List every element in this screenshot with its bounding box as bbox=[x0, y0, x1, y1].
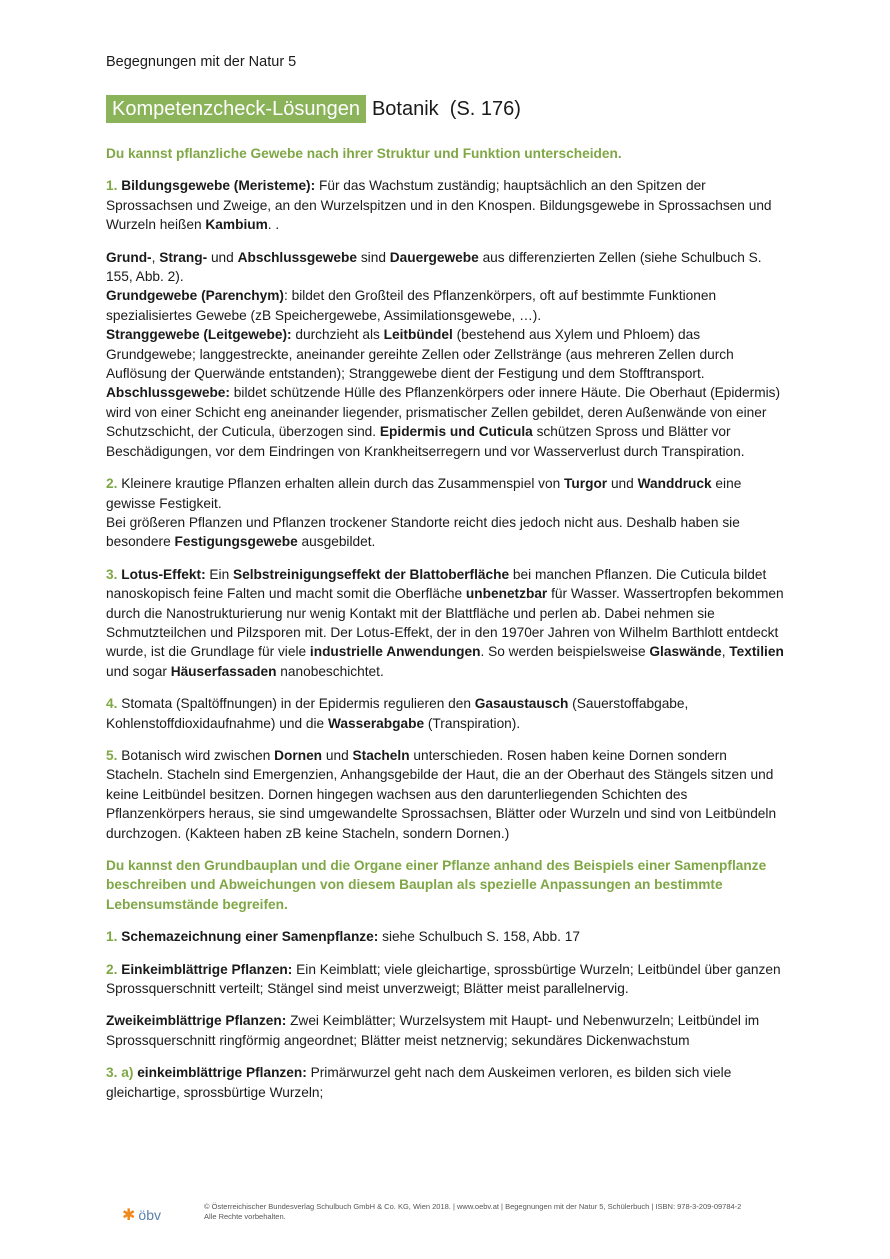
publisher-logo bbox=[122, 1205, 161, 1225]
answer-1-dauergewebe: Grund-, Strang- und Abschlussgewebe sind Dauergewebe aus differenzierten Zellen (siehe Schulbuch S. 155, Abb. 2). Grundgewebe (Parenchym): bildet den Großteil des Pflanzenkörpers, oft auf bestimmte Funktionen spezialisiertes Gewebe (zB Speichergewebe, Assimilationsgewebe, …). Stranggewebe (Leitgewebe): durchzieht als Leitbündel (bestehend aus Xylem und Phloem) das Grundgewebe; langgestreckte, aneinander gereihte Zellen oder Zellstränge (aus mehreren Zellen durch Auflösung der Querwände entstanden); Stranggewebe dient der Festigung und dem Stofftransport. Abschlussgewebe: bildet schützende Hülle des Pflanzenkörpers oder innere Häute. Die Oberhaut (Epidermis) wird von einer Schicht eng aneinander liegender, prismatischer Zellen gebildet, deren Außenwände von einer Schutzschicht, der Cuticula, überzogen sind. Epidermis und Cuticula schützen Spross und Blätter vor Beschädigungen, vor dem Eindringen von Krankheitserregern und vor Wasserverlust durch Transpiration. bbox=[106, 249, 781, 459]
answer-2-1-schemazeichnung: 1. Schemazeichnung einer Samenpflanze: siehe Schulbuch S. 158, Abb. 17 bbox=[106, 929, 580, 945]
answer-5-dornen-stacheln: 5. Botanisch wird zwischen Dornen und Stacheln unterschieden. Rosen haben keine Dornen sondern Stacheln. Stacheln sind Emergenzien, Anhangsgebilde der Haut, die an der Oberhaut des Stängels sitzen und keine Leitbündel besitzen. Dornen hingegen wachsen aus den darunterliegenden Schichten des Pflanzenkörpers heraus, sie sind umgewandelte Sprossachsen, Blätter oder Wurzeln und sind von Leitbündeln durchzogen. (Kakteen haben zB keine Stacheln, sondern Dornen.) bbox=[106, 747, 777, 841]
page-footer bbox=[122, 1202, 782, 1232]
publisher-logo-icon: ✱ bbox=[122, 1207, 136, 1224]
answer-2-festigkeit: 2. Kleinere krautige Pflanzen erhalten allein durch das Zusammenspiel von Turgor und Wanddruck eine gewisse Festigkeit. Bei größeren Pflanzen und Pflanzen trockener Standorte reicht dies jedoch nicht aus. Deshalb haben sie besondere Festigungsgewebe ausgebildet. bbox=[106, 476, 742, 550]
title-badge: Kompetenzcheck-Lösungen bbox=[106, 95, 366, 123]
main-content bbox=[106, 144, 786, 1115]
answer-2-2-zweikeimblaettrige: Zweikeimblättrige Pflanzen: Zwei Keimblätter; Wurzelsystem mit Haupt- und Nebenwurzeln; Leitbündel im Sprossquerschnitt ringförmig angeordnet; Blätter meist netznervig; sekundäres Dickenwachstum bbox=[106, 1013, 760, 1048]
answer-1-bildungsgewebe: 1. Bildungsgewebe (Meristeme): Für das Wachstum zuständig; hauptsächlich an den Spitzen der Sprossachsen und Zweige, an den Wurzelspitzen und in den Knospen. Bildungsgewebe in Sprossachsen und Wurzeln heißen Kambium. . bbox=[106, 178, 772, 233]
answer-2-2-einkeimblaettrige: 2. Einkeimblättrige Pflanzen: Ein Keimblatt; viele gleichartige, sprossbürtige Wurzeln; Leitbündel über ganzen Sprossquerschnitt verteilt; Stängel sind meist unverzweigt; Blätter meist parallelnervig. bbox=[106, 961, 781, 997]
copyright-notice: © Österreichischer Bundesverlag Schulbuch GmbH & Co. KG, Wien 2018. | www.oebv.at | Begegnungen mit der Natur 5, Schülerbuch | ISBN: 978-3-209-09784-2 Alle Rechte vorbehalten. bbox=[204, 1202, 742, 1221]
publisher-logo-text: öbv bbox=[138, 1207, 161, 1223]
page-title bbox=[106, 95, 521, 123]
answer-4-stomata: 4. Stomata (Spaltöffnungen) in der Epidermis regulieren den Gasaustausch (Sauerstoffabgabe, Kohlenstoffdioxidaufnahme) und die Wasserabgabe (Transpiration). bbox=[106, 696, 689, 731]
title-subject: Botanik (S. 176) bbox=[371, 97, 521, 120]
running-title: Begegnungen mit der Natur 5 bbox=[106, 54, 297, 70]
answer-3-lotus-effekt: 3. Lotus-Effekt: Ein Selbstreinigungseffekt der Blattoberfläche bei manchen Pflanzen. Die Cuticula bildet nanoskopisch feine Falten und macht somit die Oberfläche unbenetzbar für Wasser. Wassertropfen bekommen durch die Nanostrukturierung nur wenig Kontakt mit der Blattfläche und perlen ab. Dabei nehmen sie Schmutzteilchen und Pilzsporen mit. Der Lotus-Effekt, der in den 1970er Jahren von Wilhelm Barthlott entdeckt wurde, ist die Grundlage für viele industrielle Anwendungen. So werden beispielsweise Glaswände, Textilien und sogar Häuserfassaden nanobeschichtet. bbox=[106, 566, 784, 679]
answer-2-3a-einkeimblaettrige: 3. a) einkeimblättrige Pflanzen: Primärwurzel geht nach dem Auskeimen verloren, es bilden sich viele gleichartige, sprossbürtige Wurzeln; bbox=[106, 1065, 732, 1100]
section-heading-1: Du kannst pflanzliche Gewebe nach ihrer Struktur und Funktion unterscheiden. bbox=[106, 146, 622, 161]
section-heading-2: Du kannst den Grundbauplan und die Organe einer Pflanze anhand des Beispiels einer Samenpflanze beschreiben und Abweichungen von diesem Bauplan als spezielle Anpassungen an bestimmte Lebensumstände begreifen. bbox=[106, 858, 767, 912]
